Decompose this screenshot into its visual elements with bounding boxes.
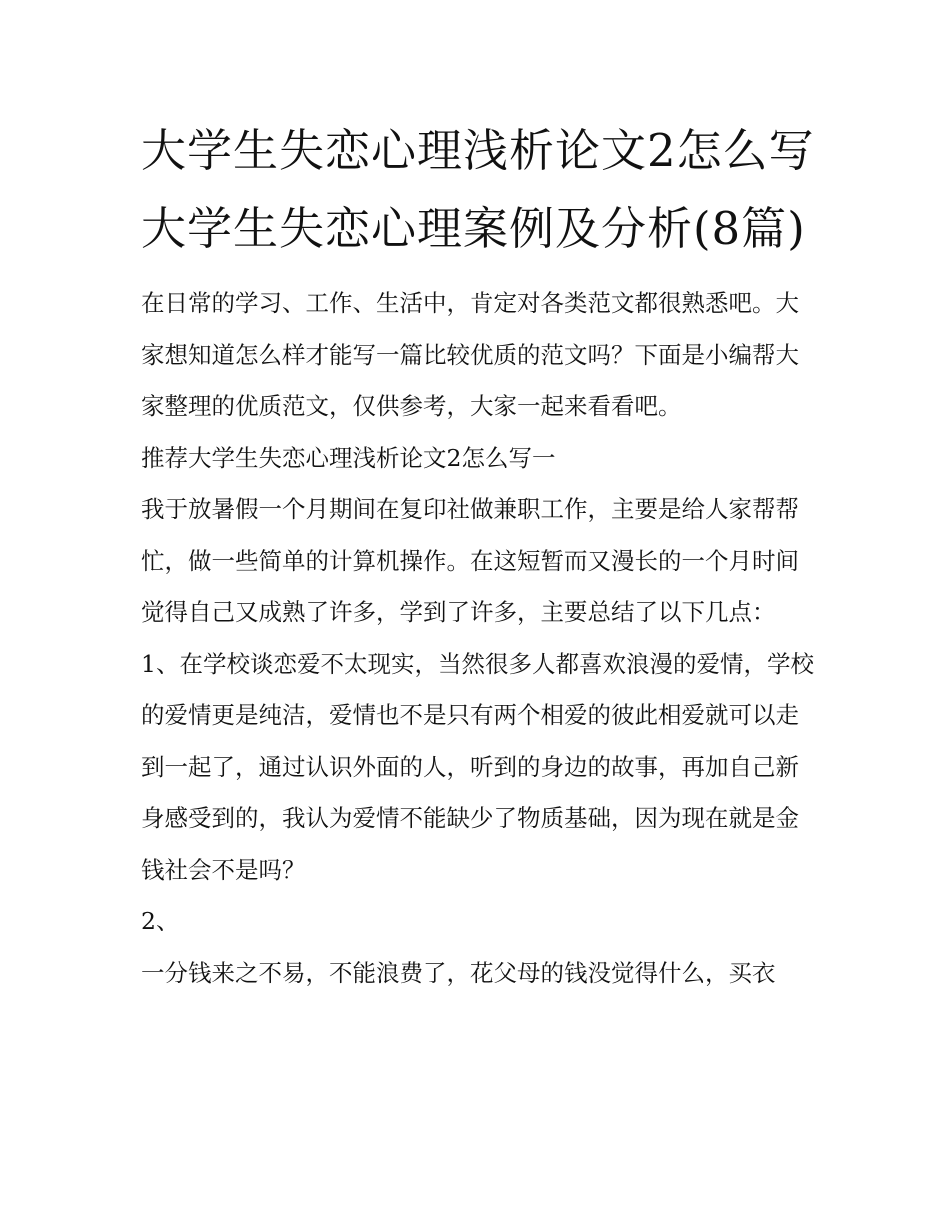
intro-paragraph: 在日常的学习、工作、生活中，肯定对各类范文都很熟悉吧。大家想知道怎么样才能写一篇比较优质的范文吗？下面是小编帮大家整理的优质范文，仅供参考，大家一起来看看吧。 (141, 289, 799, 420)
document-page (141, 112, 816, 999)
section-heading: 推荐大学生失恋心理浅析论文2怎么写一 (141, 443, 556, 472)
point-two-label: 2、 (141, 907, 180, 935)
point-one-paragraph: 1、在学校谈恋爱不太现实，当然很多人都喜欢浪漫的爱情，学校的爱情更是纯洁，爱情也不是只有两个相爱的彼此相爱就可以走到一起了，通过认识外面的人，听到的身边的故事，再加自己新身感受到的，我认为爱情不能缺少了物质基础，因为现在就是金钱社会不是吗？ (141, 649, 814, 884)
document-title: 大学生失恋心理浅析论文2怎么写 大学生失恋心理案例及分析(8篇) (141, 124, 815, 255)
body-paragraph: 我于放暑假一个月期间在复印社做兼职工作，主要是给人家帮帮忙，做一些简单的计算机操作。在这短暂而又漫长的一个月时间觉得自己又成熟了许多，学到了许多，主要总结了以下几点： (141, 495, 799, 626)
point-two-paragraph: 一分钱来之不易，不能浪费了，花父母的钱没觉得什么，买衣 (141, 958, 776, 987)
